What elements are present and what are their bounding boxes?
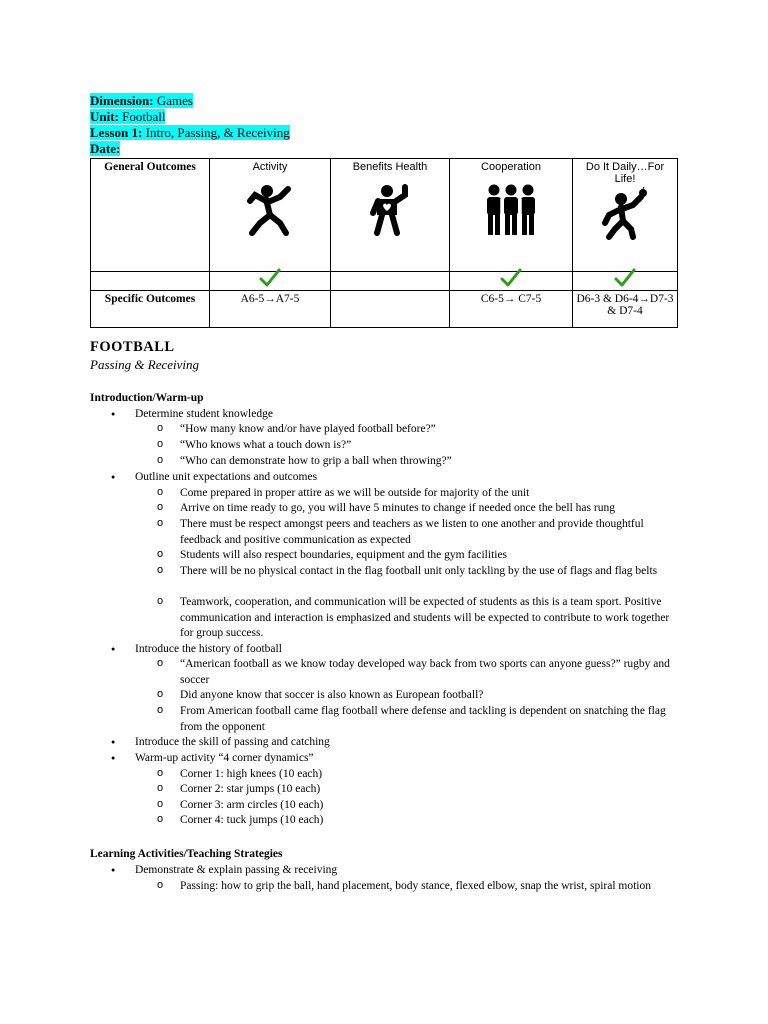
list-item: o “Who can demonstrate how to grip a ball when throwing?” <box>180 454 680 470</box>
check-cell-cooperation <box>450 272 573 291</box>
checkmark-icon <box>500 268 522 288</box>
list-item: o Teamwork, cooperation, and communication will be expected of students as this is a team sport. Positive communication and interaction is emphasized and students will be expected to contribute to work together for group success. <box>180 595 680 642</box>
specific-outcomes-label: Specific Outcomes <box>91 291 210 328</box>
list-item: o “Who knows what a touch down is?” <box>180 438 680 454</box>
heart-person-icon <box>365 183 415 239</box>
outcome-do-it-daily <box>573 159 678 272</box>
general-outcomes-label: General Outcomes <box>91 159 210 272</box>
outcome-cooperation-label: Cooperation <box>481 161 541 173</box>
outcome-activity <box>210 159 331 272</box>
outcome-benefits-health-label: Benefits Health <box>352 161 428 173</box>
list-item: ● Introduce the skill of passing and catching <box>135 735 665 751</box>
list-item: ● Introduce the history of football <box>135 642 665 658</box>
lesson-value: Intro, Passing, & Receiving <box>145 125 290 140</box>
outcome-cooperation <box>450 159 573 272</box>
list-item: o “How many know and/or have played football before?” <box>180 422 680 438</box>
specific-cooperation: C6-5→ C7-5 <box>450 291 573 328</box>
learning-heading: Learning Activities/Teaching Strategies <box>90 848 283 860</box>
checkmark-icon <box>614 268 636 288</box>
list-item: o From American football came flag football where defense and tackling is dependent on snatching the flag from the opponent <box>180 704 680 735</box>
specific-benefits-health <box>331 291 450 328</box>
specific-activity: A6-5→A7-5 <box>210 291 331 328</box>
dimension-value: Games <box>156 93 193 108</box>
list-item: o There must be respect amongst peers and teachers as we listen to one another and provide thoughtful feedback and positive communication as expected <box>180 517 680 548</box>
check-cell-activity <box>210 272 331 291</box>
lesson-line <box>90 125 290 141</box>
intro-heading: Introduction/Warm-up <box>90 392 204 404</box>
list-item: o Corner 4: tuck jumps (10 each) <box>180 813 680 829</box>
dimension-label: Dimension: <box>90 93 154 108</box>
apple-person-icon <box>597 187 653 241</box>
check-cell-do-it-daily <box>573 272 678 291</box>
list-item: o Corner 3: arm circles (10 each) <box>180 798 680 814</box>
page-title: FOOTBALL <box>90 339 175 355</box>
unit-line <box>90 109 165 125</box>
jumping-person-icon <box>242 183 298 239</box>
outcome-do-it-daily-label: Do It Daily…For Life! <box>585 161 665 185</box>
list-item: o Students will also respect boundaries, equipment and the gym facilities <box>180 548 680 564</box>
list-item: o Corner 2: star jumps (10 each) <box>180 782 680 798</box>
checkmark-icon <box>259 268 281 288</box>
list-item: o There will be no physical contact in the flag football unit only tackling by the use of flags and flag belts <box>180 564 680 580</box>
list-item: ● Demonstrate & explain passing & receiving <box>135 863 665 879</box>
list-item: o “American football as we know today developed way back from two sports can anyone guess?” rugby and soccer <box>180 657 680 688</box>
date-line <box>90 141 120 157</box>
lesson-label: Lesson 1: <box>90 125 143 140</box>
list-item: ● Warm-up activity “4 corner dynamics” <box>135 751 665 767</box>
page-subtitle: Passing & Receiving <box>90 357 200 372</box>
list-item: o Arrive on time ready to go, you will have 5 minutes to change if needed once the bell has rung <box>180 501 680 517</box>
outcome-benefits-health <box>331 159 450 272</box>
list-item: ● Outline unit expectations and outcomes <box>135 470 665 486</box>
unit-label: Unit: <box>90 109 119 124</box>
list-item: o Corner 1: high knees (10 each) <box>180 767 680 783</box>
list-item: o Did anyone know that soccer is also known as European football? <box>180 688 680 704</box>
outcomes-table <box>90 158 678 328</box>
list-item: o Come prepared in proper attire as we will be outside for majority of the unit <box>180 486 680 502</box>
outcome-activity-label: Activity <box>252 161 288 173</box>
check-cell-empty <box>91 272 210 291</box>
unit-value: Football <box>122 109 166 124</box>
specific-do-it-daily: D6-3 & D6-4→D7-3 & D7-4 <box>573 291 678 328</box>
check-cell-benefits-health <box>331 272 450 291</box>
group-people-icon <box>483 183 539 239</box>
list-item: o Passing: how to grip the ball, hand placement, body stance, flexed elbow, snap the wrist, spiral motion <box>180 879 680 895</box>
list-item: ● Determine student knowledge <box>135 407 665 423</box>
dimension-line <box>90 93 193 109</box>
date-label: Date: <box>90 141 121 156</box>
